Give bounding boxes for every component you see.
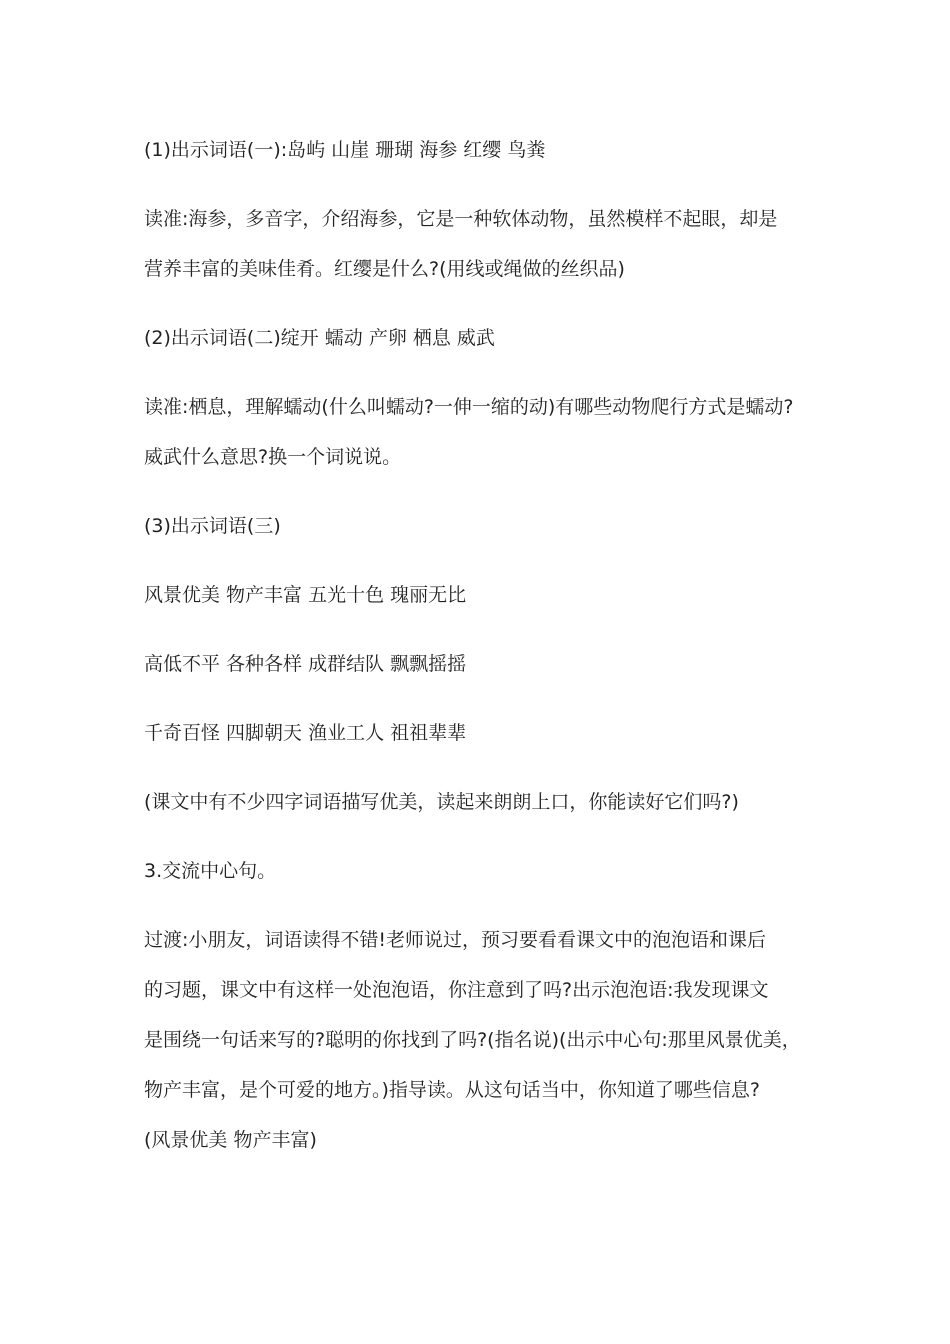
text-line: 读准:栖息，理解蠕动(什么叫蠕动?一伸一缩的动)有哪些动物爬行方式是蠕动? [144,396,794,418]
text-line: 风景优美 物产丰富 五光十色 瑰丽无比 [144,584,467,606]
text-line: (课文中有不少四字词语描写优美，读起来朗朗上口，你能读好它们吗?) [144,791,739,813]
text-line: 过渡:小朋友，词语读得不错!老师说过，预习要看看课文中的泡泡语和课后 [144,929,767,951]
text-line: (1)出示词语(一):岛屿 山崖 珊瑚 海参 红缨 鸟粪 [144,139,546,161]
text-line: 是围绕一句话来写的?聪明的你找到了吗?(指名说)(出示中心句:那里风景优美， [144,1029,801,1051]
text-line: (2)出示词语(二)绽开 蠕动 产卵 栖息 威武 [144,327,495,349]
text-line: (3)出示词语(三) [144,515,281,537]
text-line: 千奇百怪 四脚朝天 渔业工人 祖祖辈辈 [144,722,467,744]
text-line: (风景优美 物产丰富) [144,1129,317,1151]
text-line: 营养丰富的美味佳肴。红缨是什么?(用线或绳做的丝织品) [144,258,625,280]
text-line: 高低不平 各种各样 成群结队 飘飘摇摇 [144,653,467,675]
text-line: 读准:海参，多音字，介绍海参，它是一种软体动物，虽然模样不起眼，却是 [144,208,778,230]
text-line: 威武什么意思?换一个词说说。 [144,446,402,468]
text-line: 物产丰富，是个可爱的地方。)指导读。从这句话当中，你知道了哪些信息? [144,1079,760,1101]
text-line: 3.交流中心句。 [144,860,277,882]
text-line: 的习题，课文中有这样一处泡泡语，你注意到了吗?出示泡泡语:我发现课文 [144,979,769,1001]
